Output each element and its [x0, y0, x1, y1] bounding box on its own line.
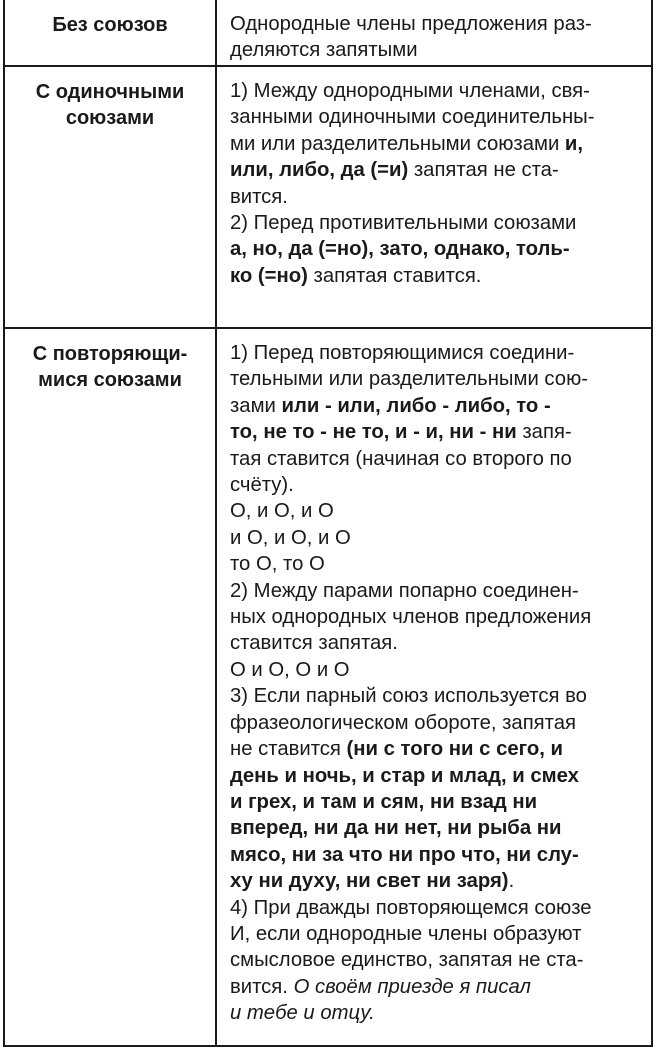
content-line: [230, 683, 643, 709]
content-line: [230, 736, 643, 762]
content-line: [230, 1000, 643, 1026]
bold-text: и грех, и там и сям, ни взад ни: [230, 790, 538, 813]
content-line: [230, 419, 643, 445]
text-segment: ных однородных членов предложения: [230, 606, 592, 629]
row-content: [230, 67, 643, 289]
bold-text: день и ночь, и стар и млад, и смех: [230, 764, 579, 787]
row-heading: [5, 67, 215, 131]
content-line: [230, 263, 643, 289]
text-segment: то О, то О: [230, 553, 325, 576]
heading-line: мися союзами: [38, 369, 182, 391]
row-heading-cell: [4, 0, 216, 66]
content-line: [230, 578, 643, 604]
content-line: [230, 11, 643, 37]
text-segment: не ставится: [230, 738, 347, 761]
content-line: [230, 842, 643, 868]
content-line: [230, 551, 643, 577]
content-line: [230, 895, 643, 921]
bold-text: мясо, ни за что ни про что, ни слу-: [230, 843, 579, 866]
row-content: [230, 329, 643, 1027]
text-segment: 1) Перед повторяющимися соедини-: [230, 342, 575, 364]
heading-line: С одиночными: [35, 81, 185, 103]
content-line: [230, 210, 643, 236]
content-line: [230, 630, 643, 656]
text-segment: вится.: [230, 975, 294, 998]
table-row: [4, 0, 652, 66]
text-segment: 2) Между парами попарно соединен-: [230, 579, 579, 602]
text-segment: Однородные члены предложения раз-: [230, 13, 592, 35]
content-line: [230, 525, 643, 551]
text-segment: тельными или разделительными сою-: [230, 368, 589, 391]
text-segment: и О, и О, и О: [230, 526, 351, 549]
text-segment: занными одиночными соединительны-: [230, 106, 595, 129]
heading-line: союзами: [65, 107, 155, 129]
bold-text: или, либо, да (=и): [230, 159, 409, 182]
bold-text: то, не то - не то, и - и, ни - ни: [230, 421, 517, 444]
row-heading-cell: [4, 328, 216, 1046]
text-segment: 2) Перед противительными союзами: [230, 212, 577, 235]
text-segment: ставится запятая.: [230, 632, 398, 655]
heading-line: С повторяющи-: [32, 343, 188, 365]
content-line: [230, 446, 643, 472]
row-content-cell: [216, 328, 652, 1046]
row-content: [230, 0, 643, 64]
example-text: и тебе и отцу.: [230, 1002, 375, 1025]
bold-text: или - или, либо - либо, то -: [281, 394, 551, 417]
content-line: [230, 657, 643, 683]
table-row: [4, 328, 652, 1046]
bold-text: а, но, да (=но), зато, однако, толь-: [230, 238, 570, 261]
text-segment: .: [508, 870, 515, 893]
content-line: [230, 236, 643, 262]
text-segment: О и О, О и О: [230, 658, 350, 681]
text-segment: 3) Если парный союз используется во: [230, 685, 587, 708]
bold-text: ху ни духу, ни свет ни заря): [230, 870, 509, 893]
punctuation-rules-table: [3, 0, 653, 1047]
content-line: [230, 340, 643, 366]
content-line: [230, 763, 643, 789]
text-segment: зами: [230, 394, 282, 417]
row-content-cell: [216, 0, 652, 66]
bold-text: ко (=но): [230, 264, 308, 287]
heading-line: Без союзов: [52, 14, 168, 36]
row-heading: [5, 329, 215, 393]
text-segment: запятая ставится.: [307, 264, 482, 287]
bold-text: (ни с того ни с сего, и: [346, 738, 563, 761]
content-line: [230, 157, 643, 183]
row-heading-cell: [4, 66, 216, 328]
content-line: [230, 78, 643, 104]
bold-text: вперед, ни да ни нет, ни рыба ни: [230, 817, 562, 840]
example-text: О своём приезде я писал: [293, 975, 531, 998]
content-line: [230, 789, 643, 815]
content-line: [230, 393, 643, 419]
text-segment: счёту).: [230, 474, 294, 497]
content-line: [230, 868, 643, 894]
text-segment: запятая не ста-: [408, 159, 559, 182]
content-line: [230, 815, 643, 841]
bold-text: и,: [564, 132, 584, 155]
content-line: [230, 104, 643, 130]
content-line: [230, 604, 643, 630]
text-segment: 4) При дважды повторяющемся союзе: [230, 896, 592, 919]
text-segment: ми или разделительными союзами: [230, 132, 565, 155]
content-line: [230, 498, 643, 524]
table-row: [4, 66, 652, 328]
content-line: [230, 37, 643, 63]
text-segment: О, и О, и О: [230, 500, 334, 523]
text-segment: И, если однородные члены образуют: [230, 922, 582, 945]
content-line: [230, 974, 643, 1000]
text-segment: тая ставится (начиная со второго по: [230, 447, 572, 470]
text-segment: запя-: [516, 421, 572, 444]
row-content-cell: [216, 66, 652, 328]
content-line: [230, 472, 643, 498]
text-segment: вится.: [230, 185, 288, 208]
content-line: [230, 947, 643, 973]
text-segment: деляются запятыми: [230, 39, 418, 62]
content-line: [230, 366, 643, 392]
row-heading: [5, 0, 215, 38]
content-line: [230, 184, 643, 210]
content-line: [230, 131, 643, 157]
content-line: [230, 710, 643, 736]
text-segment: фразеологическом обороте, запятая: [230, 711, 576, 734]
text-segment: смысловое единство, запятая не ста-: [230, 949, 584, 972]
content-line: [230, 921, 643, 947]
text-segment: 1) Между однородными членами, свя-: [230, 80, 590, 102]
